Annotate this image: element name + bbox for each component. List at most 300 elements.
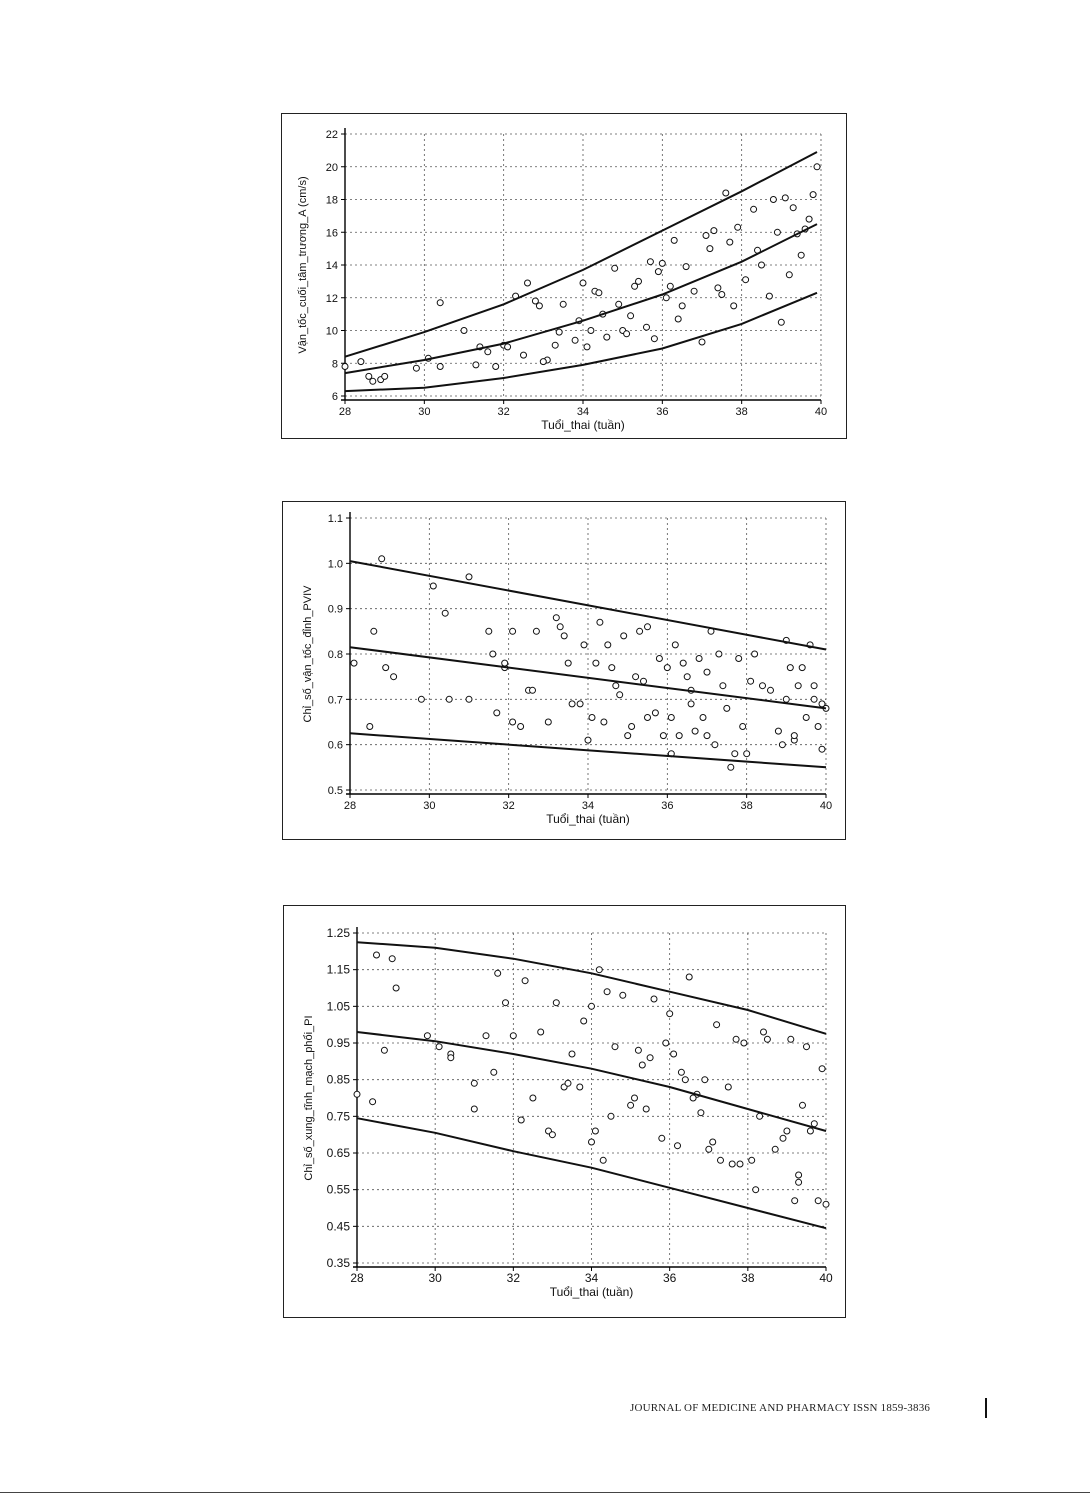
data-point bbox=[503, 1000, 509, 1006]
data-point bbox=[518, 1117, 524, 1123]
data-point bbox=[644, 324, 650, 330]
data-point bbox=[724, 705, 730, 711]
data-point bbox=[761, 1029, 767, 1035]
data-point bbox=[678, 1069, 684, 1075]
data-point bbox=[437, 300, 443, 306]
data-point bbox=[719, 292, 725, 298]
data-point bbox=[473, 362, 479, 368]
data-point bbox=[442, 610, 448, 616]
data-point bbox=[581, 1018, 587, 1024]
data-point bbox=[389, 956, 395, 962]
data-point bbox=[379, 556, 385, 562]
data-point bbox=[561, 633, 567, 639]
data-point bbox=[652, 710, 658, 716]
data-point bbox=[645, 624, 651, 630]
data-point bbox=[703, 233, 709, 239]
data-point bbox=[819, 746, 825, 752]
data-point bbox=[437, 364, 443, 370]
data-point bbox=[584, 344, 590, 350]
y-tick-label: 6 bbox=[331, 391, 338, 403]
data-point bbox=[436, 1044, 442, 1050]
data-point bbox=[788, 1036, 794, 1042]
data-point bbox=[766, 293, 772, 299]
data-point bbox=[790, 205, 796, 211]
y-axis-title: Chỉ_số_vận_tốc_đỉnh_PVIV bbox=[302, 585, 314, 723]
data-point bbox=[699, 339, 705, 345]
data-point bbox=[351, 660, 357, 666]
data-point bbox=[679, 303, 685, 309]
data-point bbox=[711, 228, 717, 234]
x-tick-label: 34 bbox=[576, 406, 590, 418]
data-point bbox=[786, 272, 792, 278]
data-point bbox=[707, 246, 713, 252]
data-point bbox=[367, 724, 373, 730]
data-point bbox=[569, 1051, 575, 1057]
y-tick-label: 0.5 bbox=[327, 785, 343, 797]
data-point bbox=[684, 674, 690, 680]
grid bbox=[357, 933, 826, 1263]
data-point bbox=[655, 269, 661, 275]
data-point bbox=[715, 285, 721, 291]
data-point bbox=[732, 751, 738, 757]
page-bottom-rule bbox=[0, 1492, 1090, 1493]
data-point bbox=[702, 1077, 708, 1083]
data-point bbox=[744, 751, 750, 757]
chart-3-pulsatility-index bbox=[284, 906, 847, 1319]
x-tick-label: 38 bbox=[741, 1271, 755, 1285]
data-point bbox=[446, 696, 452, 702]
data-point bbox=[549, 1132, 555, 1138]
data-point bbox=[757, 1113, 763, 1119]
data-point bbox=[533, 628, 539, 634]
data-point bbox=[686, 974, 692, 980]
data-point bbox=[530, 687, 536, 693]
y-tick-label: 0.8 bbox=[327, 649, 343, 661]
data-point bbox=[690, 1095, 696, 1101]
data-point bbox=[621, 633, 627, 639]
data-point bbox=[743, 277, 749, 283]
data-point bbox=[795, 683, 801, 689]
data-point bbox=[565, 1080, 571, 1086]
data-point bbox=[637, 628, 643, 634]
data-point bbox=[753, 1187, 759, 1193]
data-point bbox=[505, 344, 511, 350]
data-point bbox=[663, 1040, 669, 1046]
data-point bbox=[518, 724, 524, 730]
x-tick-label: 28 bbox=[338, 406, 352, 418]
grid bbox=[345, 134, 821, 396]
data-point bbox=[522, 978, 528, 984]
data-point bbox=[663, 295, 669, 301]
x-tick-label: 30 bbox=[418, 406, 431, 418]
x-tick-label: 36 bbox=[661, 800, 674, 812]
data-point bbox=[682, 1077, 688, 1083]
data-point bbox=[639, 1062, 645, 1068]
data-point bbox=[471, 1106, 477, 1112]
chart-2-frame bbox=[282, 501, 846, 840]
data-point bbox=[764, 1036, 770, 1042]
data-point bbox=[354, 1091, 360, 1097]
data-point bbox=[635, 1047, 641, 1053]
data-point bbox=[612, 1044, 618, 1050]
chart-1-frame bbox=[281, 113, 847, 439]
data-point bbox=[811, 683, 817, 689]
data-point bbox=[636, 278, 642, 284]
data-point bbox=[647, 259, 653, 265]
data-point bbox=[792, 1198, 798, 1204]
x-axis-title: Tuổi_thai (tuần) bbox=[541, 418, 625, 432]
data-point bbox=[466, 574, 472, 580]
data-point bbox=[643, 1106, 649, 1112]
data-point bbox=[727, 239, 733, 245]
data-point bbox=[391, 674, 397, 680]
data-point bbox=[803, 715, 809, 721]
data-point bbox=[791, 733, 797, 739]
data-point bbox=[704, 669, 710, 675]
x-tick-label: 38 bbox=[740, 800, 753, 812]
data-point bbox=[521, 352, 527, 358]
data-point bbox=[799, 665, 805, 671]
percentile-curve-1 bbox=[345, 152, 817, 357]
y-tick-label: 0.95 bbox=[326, 1036, 350, 1050]
data-point bbox=[731, 303, 737, 309]
data-point bbox=[774, 229, 780, 235]
data-point bbox=[723, 190, 729, 196]
percentile-curve-2 bbox=[345, 224, 817, 373]
data-point bbox=[768, 687, 774, 693]
data-point bbox=[659, 260, 665, 266]
data-point bbox=[772, 1146, 778, 1152]
data-point bbox=[461, 328, 467, 334]
data-point bbox=[572, 337, 578, 343]
data-point bbox=[604, 989, 610, 995]
data-point bbox=[728, 764, 734, 770]
y-tick-label: 14 bbox=[325, 260, 338, 272]
data-point bbox=[712, 742, 718, 748]
data-point bbox=[680, 660, 686, 666]
data-point bbox=[632, 1095, 638, 1101]
data-point bbox=[494, 710, 500, 716]
data-point bbox=[581, 642, 587, 648]
data-point bbox=[780, 1135, 786, 1141]
data-point bbox=[668, 715, 674, 721]
data-point bbox=[804, 1044, 810, 1050]
data-points bbox=[342, 164, 820, 384]
data-point bbox=[710, 1139, 716, 1145]
data-point bbox=[672, 642, 678, 648]
data-point bbox=[760, 683, 766, 689]
data-point bbox=[371, 628, 377, 634]
data-point bbox=[807, 1128, 813, 1134]
data-point bbox=[651, 996, 657, 1002]
data-point bbox=[532, 298, 538, 304]
x-axis-title: Tuổi_thai (tuần) bbox=[549, 1285, 634, 1299]
data-point bbox=[704, 733, 710, 739]
data-point bbox=[737, 1161, 743, 1167]
y-tick-label: 0.55 bbox=[326, 1182, 350, 1197]
data-point bbox=[660, 733, 666, 739]
data-point bbox=[770, 197, 776, 203]
data-point bbox=[629, 724, 635, 730]
x-tick-label: 36 bbox=[656, 406, 669, 418]
data-point bbox=[675, 316, 681, 322]
x-tick-label: 40 bbox=[814, 406, 828, 418]
data-point bbox=[552, 342, 558, 348]
y-tick-label: 18 bbox=[325, 194, 338, 207]
data-point bbox=[608, 1113, 614, 1119]
data-point bbox=[671, 237, 677, 243]
data-point bbox=[736, 656, 742, 662]
data-point bbox=[370, 1099, 376, 1105]
data-point bbox=[796, 1172, 802, 1178]
x-tick-label: 34 bbox=[581, 800, 595, 812]
data-point bbox=[601, 719, 607, 725]
data-point bbox=[815, 724, 821, 730]
x-tick-label: 36 bbox=[662, 1271, 677, 1285]
data-point bbox=[718, 1157, 724, 1163]
data-point bbox=[613, 683, 619, 689]
data-point bbox=[628, 1102, 634, 1108]
percentile-curve-3 bbox=[345, 293, 817, 391]
data-point bbox=[592, 1128, 598, 1134]
data-point bbox=[740, 724, 746, 730]
data-point bbox=[383, 665, 389, 671]
data-point bbox=[811, 1121, 817, 1127]
data-point bbox=[577, 701, 583, 707]
data-point bbox=[593, 660, 599, 666]
data-point bbox=[490, 651, 496, 657]
data-point bbox=[811, 696, 817, 702]
data-point bbox=[806, 216, 812, 222]
data-point bbox=[424, 1033, 430, 1039]
data-point bbox=[647, 1055, 653, 1061]
data-point bbox=[716, 651, 722, 657]
data-point bbox=[659, 1135, 665, 1141]
x-axis-title: Tuổi_thai (tuần) bbox=[546, 812, 630, 826]
data-point bbox=[448, 1055, 454, 1061]
x-tick-label: 40 bbox=[819, 1271, 833, 1285]
data-point bbox=[815, 1198, 821, 1204]
data-point bbox=[589, 1003, 595, 1009]
data-point bbox=[560, 301, 566, 307]
data-point bbox=[486, 628, 492, 634]
y-tick-label: 16 bbox=[325, 227, 338, 240]
x-tick-label: 32 bbox=[506, 1271, 521, 1285]
data-point bbox=[589, 1139, 595, 1145]
data-point bbox=[656, 656, 662, 662]
data-point bbox=[752, 651, 758, 657]
data-point bbox=[706, 1146, 712, 1152]
y-tick-label: 1.25 bbox=[326, 926, 350, 940]
y-tick-label: 0.85 bbox=[326, 1072, 350, 1087]
data-point bbox=[471, 1080, 477, 1086]
data-point bbox=[683, 264, 689, 270]
data-point bbox=[667, 1011, 673, 1017]
chart-1-end-diastolic-velocity bbox=[282, 114, 848, 440]
data-point bbox=[600, 1157, 606, 1163]
x-tick-label: 28 bbox=[350, 1271, 364, 1285]
data-point bbox=[596, 967, 602, 973]
data-point bbox=[510, 628, 516, 634]
data-point bbox=[495, 970, 501, 976]
data-point bbox=[819, 1066, 825, 1072]
data-point bbox=[725, 1084, 731, 1090]
chart-2-peak-velocity-index bbox=[283, 502, 847, 841]
y-tick-label: 0.45 bbox=[326, 1219, 350, 1234]
y-tick-label: 1.1 bbox=[327, 513, 343, 525]
data-point bbox=[605, 642, 611, 648]
data-point bbox=[620, 992, 626, 998]
data-point bbox=[823, 1201, 829, 1207]
journal-footer: JOURNAL OF MEDICINE AND PHARMACY ISSN 1859-3836 bbox=[630, 1402, 931, 1414]
data-point bbox=[466, 696, 472, 702]
data-point bbox=[510, 1033, 516, 1039]
data-point bbox=[553, 615, 559, 621]
data-point bbox=[633, 674, 639, 680]
data-point bbox=[628, 313, 634, 319]
x-tick-label: 38 bbox=[735, 406, 748, 418]
data-point bbox=[645, 715, 651, 721]
data-point bbox=[759, 262, 765, 268]
y-tick-label: 1.15 bbox=[326, 962, 350, 977]
y-axis-title: Chỉ_số_xung_tĩnh_mạch_phổi_PI bbox=[303, 1015, 315, 1181]
data-point bbox=[483, 1033, 489, 1039]
x-tick-label: 34 bbox=[584, 1271, 599, 1285]
data-point bbox=[418, 696, 424, 702]
data-point bbox=[691, 288, 697, 294]
y-axis-title: Vận_tốc_cuối_tâm_trương_A (cm/s) bbox=[297, 176, 309, 354]
data-point bbox=[382, 373, 388, 379]
data-point bbox=[493, 364, 499, 370]
data-point bbox=[358, 359, 364, 365]
x-tick-label: 30 bbox=[423, 800, 436, 812]
data-point bbox=[530, 1095, 536, 1101]
data-point bbox=[692, 728, 698, 734]
data-point bbox=[585, 737, 591, 743]
data-point bbox=[696, 656, 702, 662]
data-point bbox=[580, 280, 586, 286]
data-point bbox=[625, 733, 631, 739]
y-tick-label: 8 bbox=[331, 358, 338, 371]
data-point bbox=[617, 692, 623, 698]
data-point bbox=[751, 206, 757, 212]
data-point bbox=[577, 1084, 583, 1090]
data-point bbox=[485, 349, 491, 355]
data-point bbox=[787, 665, 793, 671]
x-tick-label: 30 bbox=[428, 1271, 442, 1285]
data-point bbox=[342, 364, 348, 370]
data-point bbox=[676, 733, 682, 739]
data-point bbox=[641, 678, 647, 684]
data-point bbox=[775, 728, 781, 734]
data-point bbox=[784, 1128, 790, 1134]
data-point bbox=[796, 1179, 802, 1185]
data-point bbox=[604, 334, 610, 340]
data-point bbox=[612, 265, 618, 271]
data-point bbox=[381, 1047, 387, 1053]
x-tick-label: 28 bbox=[343, 800, 357, 812]
data-point bbox=[589, 715, 595, 721]
data-point bbox=[491, 1069, 497, 1075]
x-tick-label: 40 bbox=[819, 800, 833, 812]
data-point bbox=[729, 1161, 735, 1167]
data-point bbox=[698, 1110, 704, 1116]
data-point bbox=[413, 365, 419, 371]
data-point bbox=[502, 660, 508, 666]
data-point bbox=[664, 665, 670, 671]
data-point bbox=[556, 329, 562, 335]
data-point bbox=[557, 624, 563, 630]
y-tick-label: 0.35 bbox=[326, 1256, 350, 1270]
data-point bbox=[782, 195, 788, 201]
data-point bbox=[798, 252, 804, 258]
data-point bbox=[810, 192, 816, 198]
data-point bbox=[393, 985, 399, 991]
data-point bbox=[510, 719, 516, 725]
y-tick-label: 10 bbox=[325, 325, 338, 338]
x-tick-label: 32 bbox=[497, 406, 510, 418]
data-point bbox=[374, 952, 380, 958]
data-point bbox=[748, 678, 754, 684]
footer-divider bbox=[985, 1398, 987, 1418]
y-tick-label: 22 bbox=[325, 129, 338, 141]
data-point bbox=[565, 660, 571, 666]
data-point bbox=[735, 224, 741, 230]
data-point bbox=[596, 290, 602, 296]
y-tick-label: 12 bbox=[325, 292, 338, 305]
data-point bbox=[749, 1157, 755, 1163]
data-point bbox=[597, 619, 603, 625]
data-point bbox=[525, 280, 531, 286]
data-point bbox=[616, 301, 622, 307]
data-point bbox=[733, 1036, 739, 1042]
data-point bbox=[588, 328, 594, 334]
data-point bbox=[741, 1040, 747, 1046]
y-tick-label: 0.6 bbox=[327, 739, 343, 752]
data-point bbox=[538, 1029, 544, 1035]
data-point bbox=[800, 1102, 806, 1108]
data-point bbox=[778, 319, 784, 325]
y-tick-label: 0.75 bbox=[326, 1109, 350, 1124]
y-tick-label: 1.05 bbox=[326, 999, 350, 1014]
data-point bbox=[671, 1051, 677, 1057]
data-point bbox=[714, 1022, 720, 1028]
data-point bbox=[700, 715, 706, 721]
data-point bbox=[783, 696, 789, 702]
data-point bbox=[667, 283, 673, 289]
y-tick-label: 0.65 bbox=[326, 1146, 350, 1160]
data-point bbox=[624, 331, 630, 337]
data-point bbox=[609, 665, 615, 671]
data-point bbox=[553, 1000, 559, 1006]
y-tick-label: 20 bbox=[325, 161, 338, 174]
data-point bbox=[814, 164, 820, 170]
data-point bbox=[675, 1143, 681, 1149]
y-tick-label: 0.7 bbox=[327, 694, 343, 707]
data-point bbox=[779, 742, 785, 748]
data-point bbox=[370, 378, 376, 384]
data-point bbox=[720, 683, 726, 689]
y-tick-label: 1.0 bbox=[327, 558, 343, 571]
data-point bbox=[430, 583, 436, 589]
x-tick-label: 32 bbox=[502, 800, 515, 812]
y-tick-label: 0.9 bbox=[327, 603, 343, 616]
data-point bbox=[545, 719, 551, 725]
data-point bbox=[540, 359, 546, 365]
data-point bbox=[569, 701, 575, 707]
chart-3-frame bbox=[283, 905, 846, 1318]
data-point bbox=[688, 701, 694, 707]
